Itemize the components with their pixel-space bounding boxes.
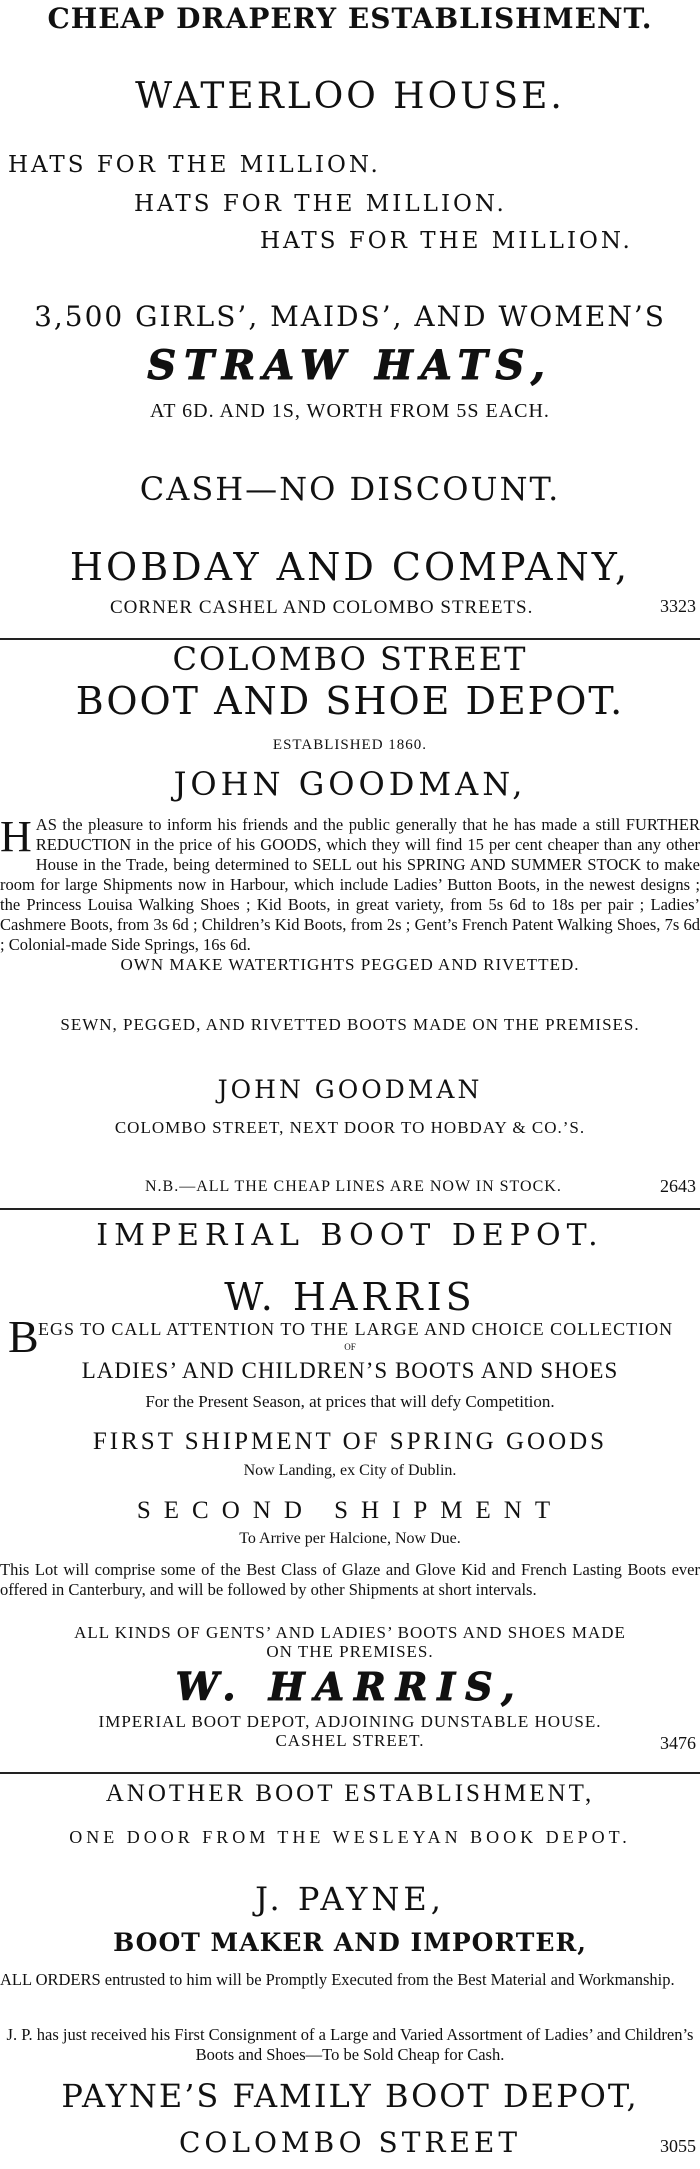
nb-line: N.B.—ALL THE CHEAP LINES ARE NOW IN STOCK. [145,1178,562,1195]
now-landing-line: Now Landing, ex City of Dublin. [243,1462,457,1479]
ad-divider [0,1772,700,1774]
harris-name: W. HARRIS [224,1275,476,1319]
ad-ref-number: 3323 [660,596,696,616]
arrive-line: To Arrive per Halcione, Now Due. [239,1530,461,1547]
drapery-header: CHEAP DRAPERY ESTABLISHMENT. [47,2,653,35]
all-orders-text: ALL ORDERS entrusted to him will be Promptly Executed from the Best Material and Workmanship. [0,1970,675,1989]
jp-consignment-text: J. P. has just received his First Consignment of a Large and Varied Assortment of Ladies’ and Children’s Boots and Shoes—To be Sold Cheap for Cash. [6,2025,694,2064]
all-kinds-line-1: ALL KINDS OF GENTS’ AND LADIES’ BOOTS AND SHOES MADE [74,1623,626,1642]
goodman-body-text [0,812,700,955]
adjoining-line: IMPERIAL BOOT DEPOT, ADJOINING DUNSTABLE HOUSE. [98,1712,602,1731]
drop-cap-b: B [8,1311,39,1362]
second-shipment-line: SECOND SHIPMENT [136,1497,564,1524]
sewn-pegged-line: SEWN, PEGGED, AND RIVETTED BOOTS MADE ON THE PREMISES. [60,1015,640,1034]
goodman-name-repeat: JOHN GOODMAN [217,1075,483,1104]
ad-ref-number: 3476 [660,1733,696,1753]
hats-line-1: HATS FOR THE MILLION. [8,152,381,178]
colombo-street-heading: COLOMBO STREET [172,640,528,678]
payne-family-depot: PAYNE’S FAMILY BOOT DEPOT, [61,2077,639,2115]
established-line: ESTABLISHED 1860. [272,737,428,753]
ladies-children-line: LADIES’ AND CHILDREN’S BOOTS AND SHOES [81,1358,619,1383]
hats-line-2: HATS FOR THE MILLION. [134,191,507,217]
drop-cap: H [0,812,32,861]
waterloo-title: WATERLOO HOUSE. [135,76,565,117]
begs-line: EGS TO CALL ATTENTION TO THE LARGE AND CHOICE COLLECTION [38,1319,674,1339]
straw-hats-banner: STRAW HATS, [147,342,553,389]
boot-maker-line: BOOT MAKER AND IMPORTER, [113,1928,587,1957]
this-lot-text: This Lot will comprise some of the Best Class of Glaze and Glove Kid and French Lasting Boots ever offered in Canterbury, and will be followed by other Shipments at short intervals. [0,1560,700,1599]
girls-line: 3,500 GIRLS’, MAIDS’, AND WOMEN’S [34,300,666,333]
cash-no-discount: CASH—NO DISCOUNT. [139,470,561,508]
one-door-line: ONE DOOR FROM THE WESLEYAN BOOK DEPOT. [69,1827,631,1847]
all-kinds-line-2: ON THE PREMISES. [266,1642,434,1661]
ad-divider [0,1208,700,1210]
own-make-line: OWN MAKE WATERTIGHTS PEGGED AND RIVETTED. [120,955,580,974]
boot-shoe-depot-heading: BOOT AND SHOE DEPOT. [75,679,625,723]
imperial-boot-depot-title: IMPERIAL BOOT DEPOT. [96,1218,604,1253]
harris-fancy-name: W. HARRIS, [175,1664,525,1709]
present-season-line: For the Present Season, at prices that will defy Competition. [145,1392,555,1411]
first-shipment-line: FIRST SHIPMENT OF SPRING GOODS [92,1428,608,1455]
hobday-company: HOBDAY AND COMPANY, [69,545,631,589]
ad-ref-number: 3055 [660,2136,696,2156]
of-line: OF [344,1342,356,1352]
goodman-paragraph: AS the pleasure to inform his friends and the public generally that he has made a still FURTHER REDUCTION in the price of his GOODS, which they will find 15 per cent cheaper than any other House in the Trade, being determined to SELL out his SPRING AND SUMMER STOCK to make room for large Shipments now in Harbour, which include Ladies’ Button Boots, in the newest designs ; the Princess Louisa Walking Shoes ; Kid Boots, in great variety, from 5s 6d to 18s per pair ; Ladies’ Cashmere Boots, from 3s 6d ; Children’s Kid Boots, from 2s ; Gent’s French Patent Walking Shoes, 7s 6d ; Colonial-made Side Springs, 16s 6d. [0,815,700,954]
ad-ref-number: 2643 [660,1176,696,1196]
hats-line-3: HATS FOR THE MILLION. [260,228,633,254]
another-boot-line: ANOTHER BOOT ESTABLISHMENT, [105,1780,595,1807]
price-line: AT 6D. AND 1S, WORTH FROM 5S EACH. [150,400,550,422]
hobday-address: CORNER CASHEL AND COLOMBO STREETS. [110,597,534,618]
payne-name: J. PAYNE, [255,1880,445,1918]
goodman-name: JOHN GOODMAN, [173,765,527,803]
next-door-line: COLOMBO STREET, NEXT DOOR TO HOBDAY & CO.’S. [114,1118,586,1137]
cashel-street-line: CASHEL STREET. [275,1731,425,1750]
colombo-street-footer: COLOMBO STREET [178,2126,522,2159]
